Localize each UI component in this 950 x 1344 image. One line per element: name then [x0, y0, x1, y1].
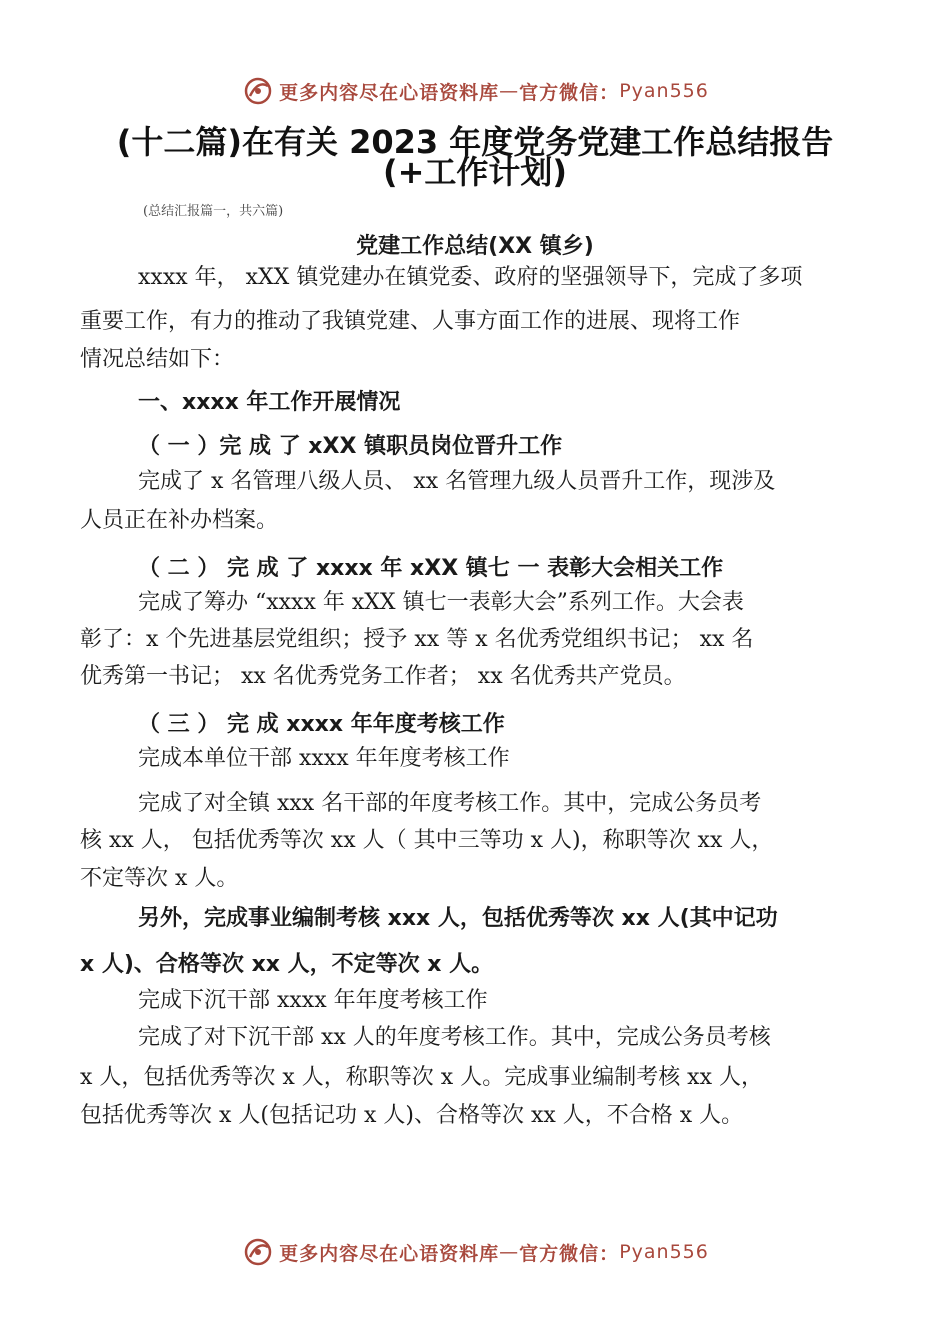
- bold-paragraph-line: 另外，完成事业编制考核 xxx 人，包括优秀等次 xx 人(其中记功: [138, 906, 778, 931]
- paragraph-line: 彰了：x 个先进基层党组织；授予 xx 等 x 名优秀党组织书记； xx 名: [80, 627, 754, 652]
- watermark-id: Pyan556: [619, 80, 709, 102]
- bold-paragraph-line: x 人)、合格等次 xx 人，不定等次 x 人。: [80, 952, 494, 977]
- watermark-label: 官方微信：: [519, 81, 620, 104]
- paragraph-line: 完成了对全镇 xxx 名干部的年度考核工作。其中，完成公务员考: [138, 791, 762, 816]
- watermark-header: [0, 74, 950, 108]
- document-title-line-1: (十二篇)在有关 2023 年度党务党建工作总结报告: [116, 123, 834, 161]
- paragraph-line: 不定等次 x 人。: [80, 866, 239, 891]
- document-title-line-2: (+工作计划): [382, 153, 568, 191]
- watermark-footer: [0, 1235, 950, 1269]
- section-heading: 一、xxxx 年工作开展情况: [138, 390, 401, 415]
- paragraph-line: xxxx 年， xXX 镇党建办在镇党委、政府的坚强领导下，完成了多项: [138, 265, 803, 290]
- paragraph-line: 完成了对下沉干部 xx 人的年度考核工作。其中，完成公务员考核: [138, 1025, 771, 1050]
- watermark-separator: —: [499, 1241, 520, 1263]
- brand-logo-icon: [241, 1235, 275, 1269]
- paragraph-line: 核 xx 人， 包括优秀等次 xx 人（ 其中三等功 x 人)，称职等次 xx 人，: [80, 828, 774, 853]
- subsection-heading: （ 二 ） 完 成 了 xxxx 年 xXX 镇七 一 表彰大会相关工作: [138, 556, 724, 581]
- paragraph-line: 人员正在补办档案。: [80, 508, 279, 533]
- summary-note: (总结汇报篇一，共六篇): [143, 204, 284, 219]
- section-subtitle: 党建工作总结(XX 镇乡): [356, 234, 594, 259]
- watermark-label: 官方微信：: [519, 1242, 620, 1265]
- paragraph-line: 包括优秀等次 x 人(包括记功 x 人)、合格等次 xx 人，不合格 x 人。: [80, 1103, 744, 1128]
- paragraph-line: 完成了筹办 “xxxx 年 xXX 镇七一表彰大会”系列工作。大会表: [138, 590, 744, 615]
- brand-logo-icon: [241, 74, 275, 108]
- paragraph-line: 重要工作，有力的推动了我镇党建、人事方面工作的进展、现将工作: [80, 309, 741, 334]
- watermark-main-text: 更多内容尽在心语资料库: [279, 81, 500, 104]
- paragraph-line: 完成本单位干部 xxxx 年年度考核工作: [138, 746, 510, 771]
- subsection-heading: （ 一 ）完 成 了 xXX 镇职员岗位晋升工作: [138, 434, 563, 459]
- watermark-main-text: 更多内容尽在心语资料库: [279, 1242, 500, 1265]
- watermark-id: Pyan556: [619, 1241, 709, 1263]
- paragraph-line: x 人，包括优秀等次 x 人，称职等次 x 人。完成事业编制考核 xx 人，: [80, 1065, 763, 1090]
- paragraph-line: 完成下沉干部 xxxx 年年度考核工作: [138, 988, 488, 1013]
- paragraph-line: 情况总结如下：: [80, 347, 235, 372]
- paragraph-line: 完成了 x 名管理八级人员、 xx 名管理九级人员晋升工作，现涉及: [138, 469, 776, 494]
- subsection-heading: （ 三 ） 完 成 xxxx 年年度考核工作: [138, 712, 505, 737]
- paragraph-line: 优秀第一书记； xx 名优秀党务工作者； xx 名优秀共产党员。: [80, 664, 686, 689]
- watermark-separator: —: [499, 80, 520, 102]
